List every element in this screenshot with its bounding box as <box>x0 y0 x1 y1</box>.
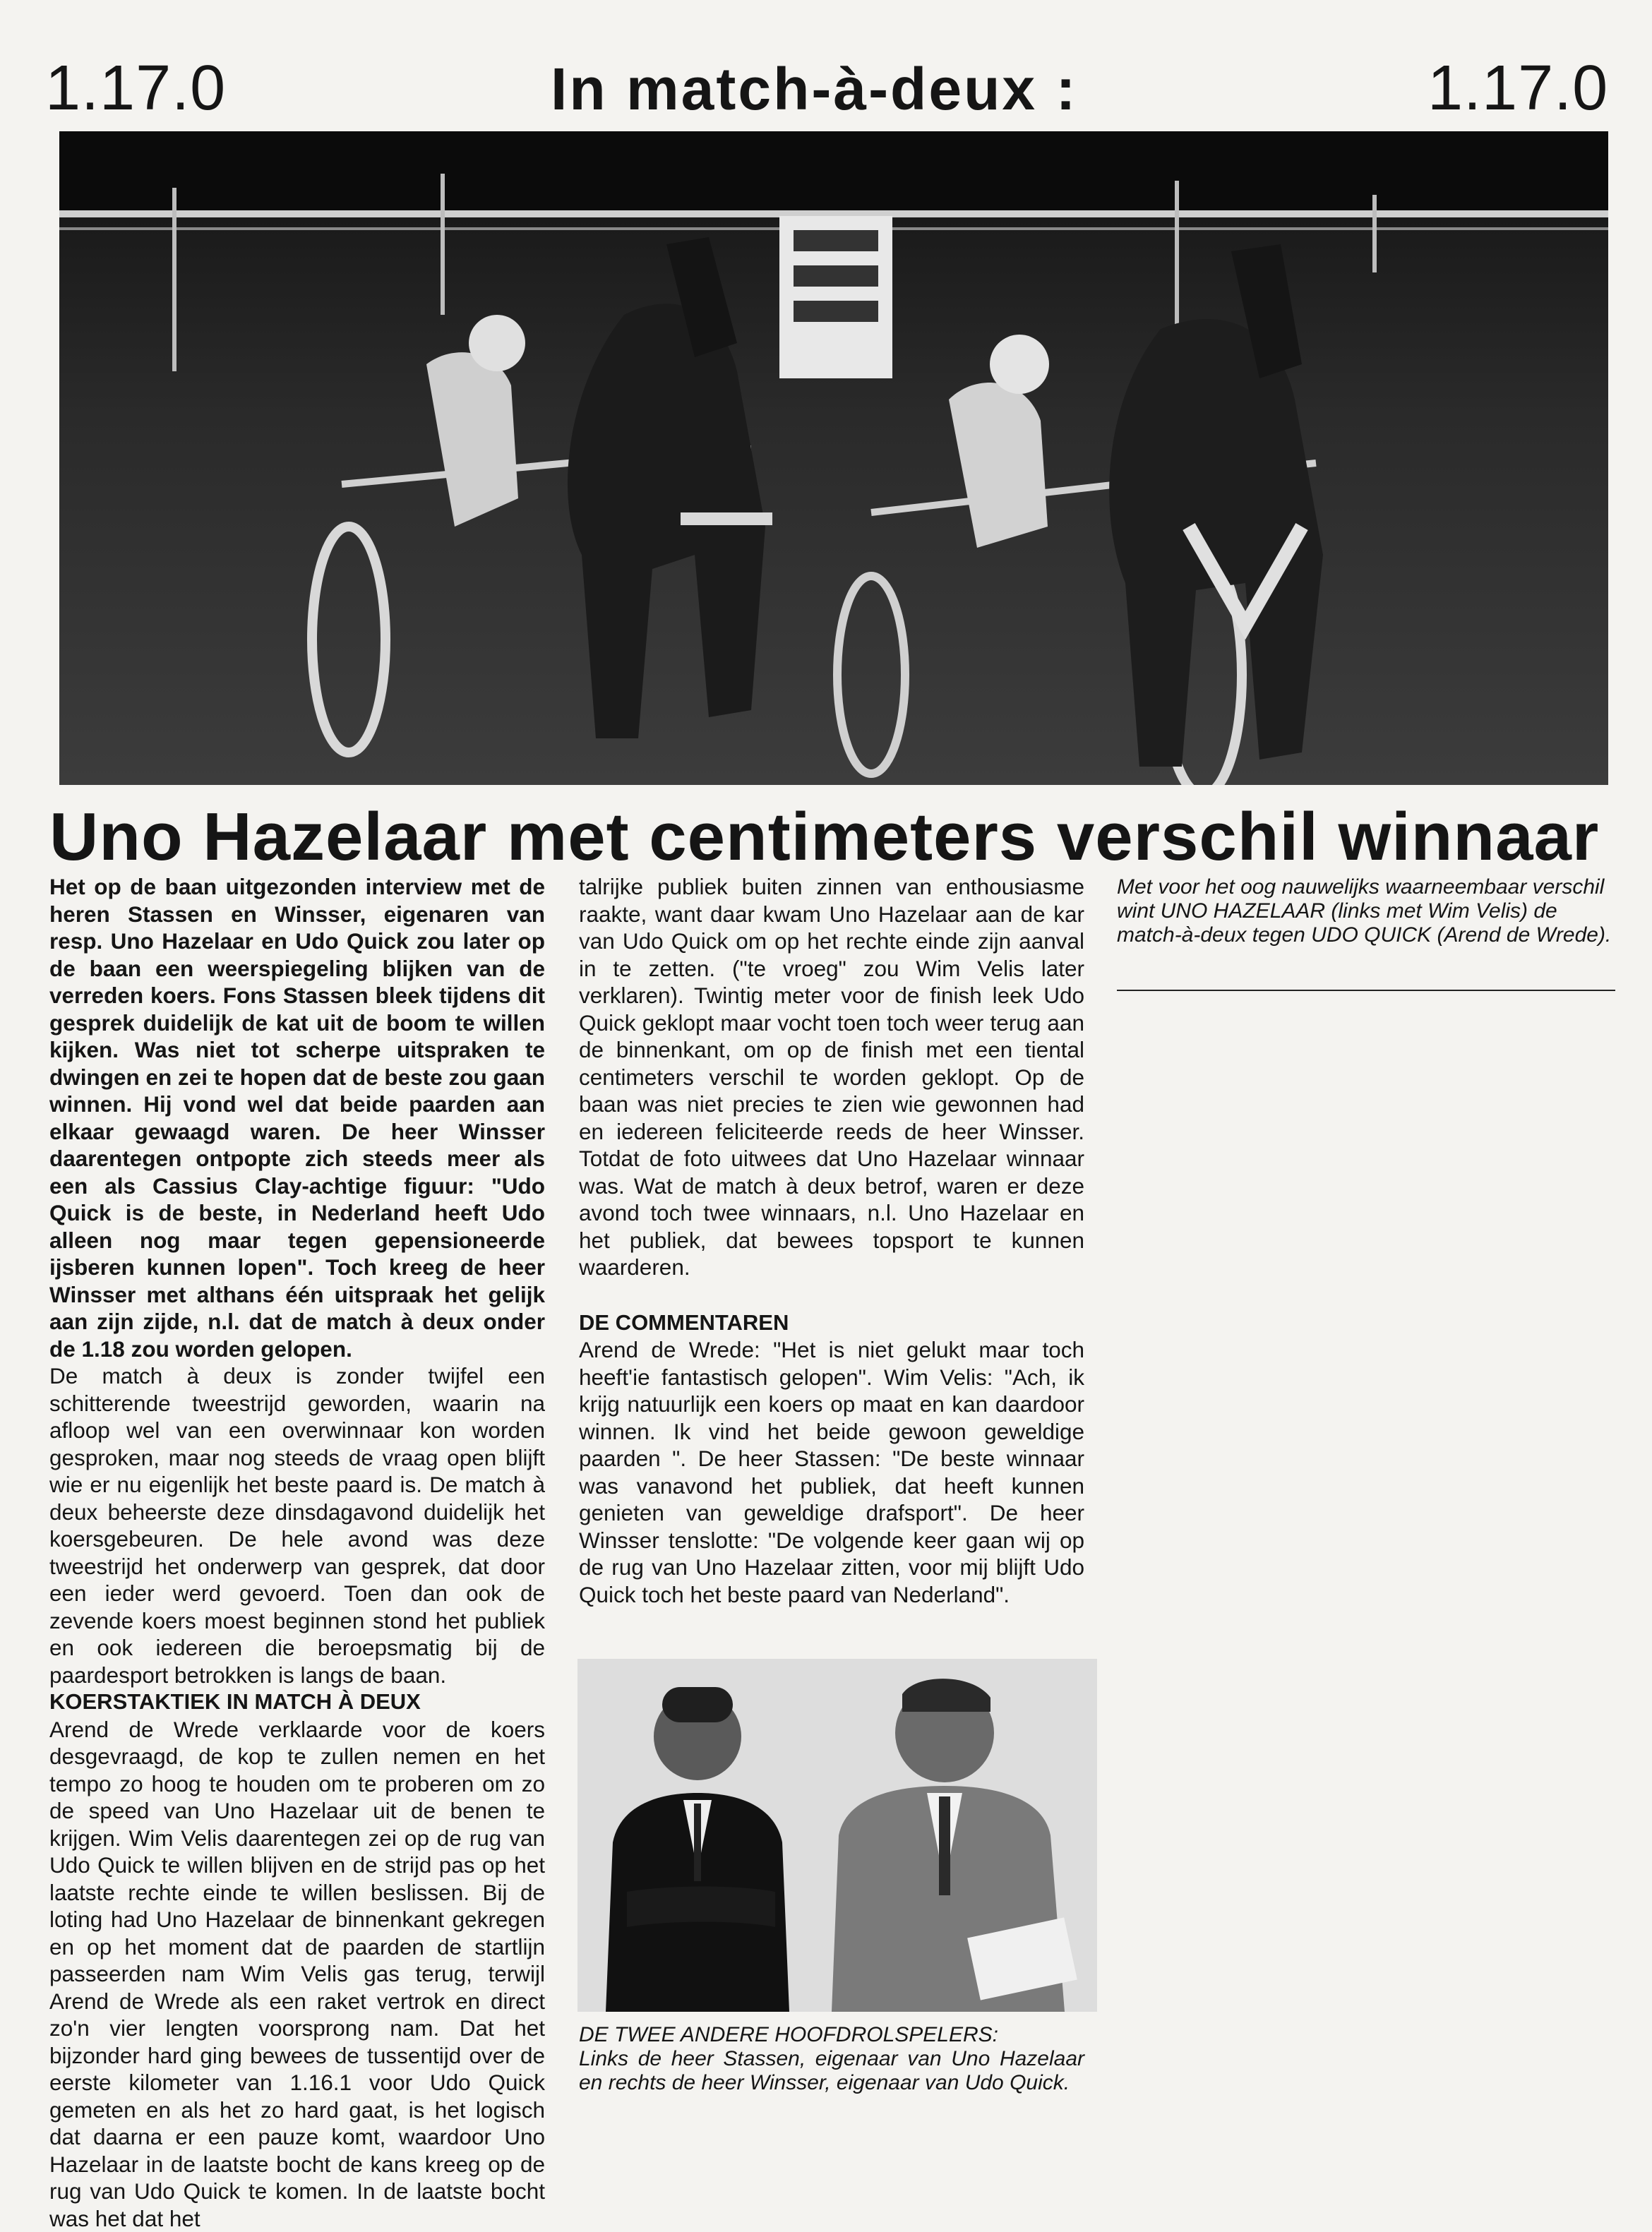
race-photo-illustration <box>59 131 1608 785</box>
photo-caption-top: Met voor het oog nauwelijks waarneembaar verschil wint UNO HAZELAAR (links met Wim Velis) de match-à-deux tegen UDO QUICK (Arend de Wrede). <box>1117 875 1615 947</box>
body-paragraph-2: Arend de Wrede verklaarde voor de koers desgevraagd, de kop te zullen nemen en het tempo zo hoog te houden om te proberen om zo de speed van Uno Hazelaar uit de benen te krijgen. Wim Velis daarentegen zei op de rug van Udo Quick te willen blijven en de strijd pas op het laatste rechte einde te willen beslissen. Bij de loting had Uno Hazelaar de binnenkant gekregen en op het moment dat de paarden de startlijn passeerden nam Wim Velis gas terug, terwijl Arend de Wrede als een raket vertrok en direct zo'n vier lengten voorsprong nam. Dat het bijzonder hard ging bewees de tussentijd over de eerste kilometer van 1.16.1 voor Udo Quick gemeten en als het zo hard gaat, is het logisch dat daarna er een pauze komt, waardoor Uno Hazelaar in de laatste bocht de kans kreeg op de rug van Udo Quick te komen. In de laatste bocht was het dat het <box>49 1716 545 2232</box>
time-right: 1.17.0 <box>1427 56 1608 120</box>
caption-bottom-text: Links de heer Stassen, eigenaar van Uno Hazelaar en rechts de heer Winsser, eigenaar van Udo Quick. <box>579 2047 1084 2095</box>
body-paragraph: De match à deux is zonder twijfel een schitterende tweestrijd geworden, waarin na afloop wel van een overwinnaar kon worden gesproken, maar nog steeds de vraag open blijft wie er nu eigenlijk het beste paard is. De match à deux beheerste deze dinsdagavond duidelijk het koersgebeuren. De hele avond was deze tweestrijd het onderwerp van gesprek, dat door een ieder werd gevoerd. Toen dan ook de zevende koers moest beginnen stond het publiek en ook iedereen die beroepsmatig bij de paardesport betrokken is langs de baan. <box>49 1362 545 1688</box>
caption-rule <box>1117 990 1615 991</box>
kicker-heading: In match-à-deux : <box>551 59 1077 119</box>
subhead-koerstaktiek: KOERSTAKTIEK IN MATCH À DEUX <box>49 1688 545 1716</box>
time-left: 1.17.0 <box>45 56 226 120</box>
body-paragraph-col2: talrijke publiek buiten zinnen van enthousiasme raakte, want daar kwam Uno Hazelaar aan de kar van Udo Quick om op het rechte einde zijn aanval in te zetten. ("te vroeg" zou Wim Velis later verklaren). Twintig meter voor de finish leek Udo Quick geklopt maar vocht toen toch weer terug aan de binnenkant, om op de finish met een tiental centimeters verschil te worden geklopt. Op de baan was niet precies te zien wie gewonnen had en iedereen feliciteerde reeds de heer Winsser. Totdat de foto uitwees dat Uno Hazelaar winnaar was. Wat de match à deux betrof, waren er deze avond toch twee winnaars, n.l. Uno Hazelaar en het publiek, dat bewees topsport te kunnen waarderen. <box>579 873 1084 1281</box>
portrait-photo <box>577 1659 1097 2012</box>
photo-caption-bottom <box>579 2023 1084 2095</box>
column-2 <box>579 873 1084 1608</box>
caption-bottom-title: DE TWEE ANDERE HOOFDROLSPELERS: <box>579 2023 1084 2047</box>
race-photo <box>59 131 1608 785</box>
lead-paragraph: Het op de baan uitgezonden interview met de heren Stassen en Winsser, eigenaren van resp. Uno Hazelaar en Udo Quick zou later op de baan een weerspiegeling blijken van de verreden koers. Fons Stassen bleek tijdens dit gesprek duidelijk de kat uit de boom te willen kijken. Was niet tot scherpe uitspraken te dwingen en zei te hopen dat de beste zou gaan winnen. Hij vond wel dat beide paarden aan elkaar gewaagd waren. De heer Winsser daarentegen ontpopte zich steeds meer als een als Cassius Clay-achtige figuur: "Udo Quick is de beste, in Nederland heeft Udo alleen nog maar tegen gepensioneerde ijsberen kunnen lopen". Toch kreeg de heer Winsser met althans één uitspraak het gelijk aan zijn zijde, n.l. dat de match à deux onder de 1.18 zou worden gelopen. <box>49 873 545 1362</box>
headline: Uno Hazelaar met centimeters verschil winnaar <box>49 803 1599 871</box>
portrait-photo-illustration <box>577 1659 1097 2012</box>
column-1 <box>49 873 545 2232</box>
comments-paragraph: Arend de Wrede: "Het is niet gelukt maar toch heeft'ie fantastisch gelopen". Wim Velis: "Ach, ik krijg natuurlijk een koers op maat en kan daardoor winnen. Ik vind het beide gewoon geweldige paarden ". De heer Stassen: "De beste winnaar was vanavond het publiek, dat heeft kunnen genieten van geweldige drafsport". De heer Winsser tenslotte: "De volgende keer gaan wij op de rug van Uno Hazelaar zitten, voor mij blijft Udo Quick toch het beste paard van Nederland". <box>579 1336 1084 1608</box>
subhead-commentaren: DE COMMENTAREN <box>579 1309 1084 1337</box>
